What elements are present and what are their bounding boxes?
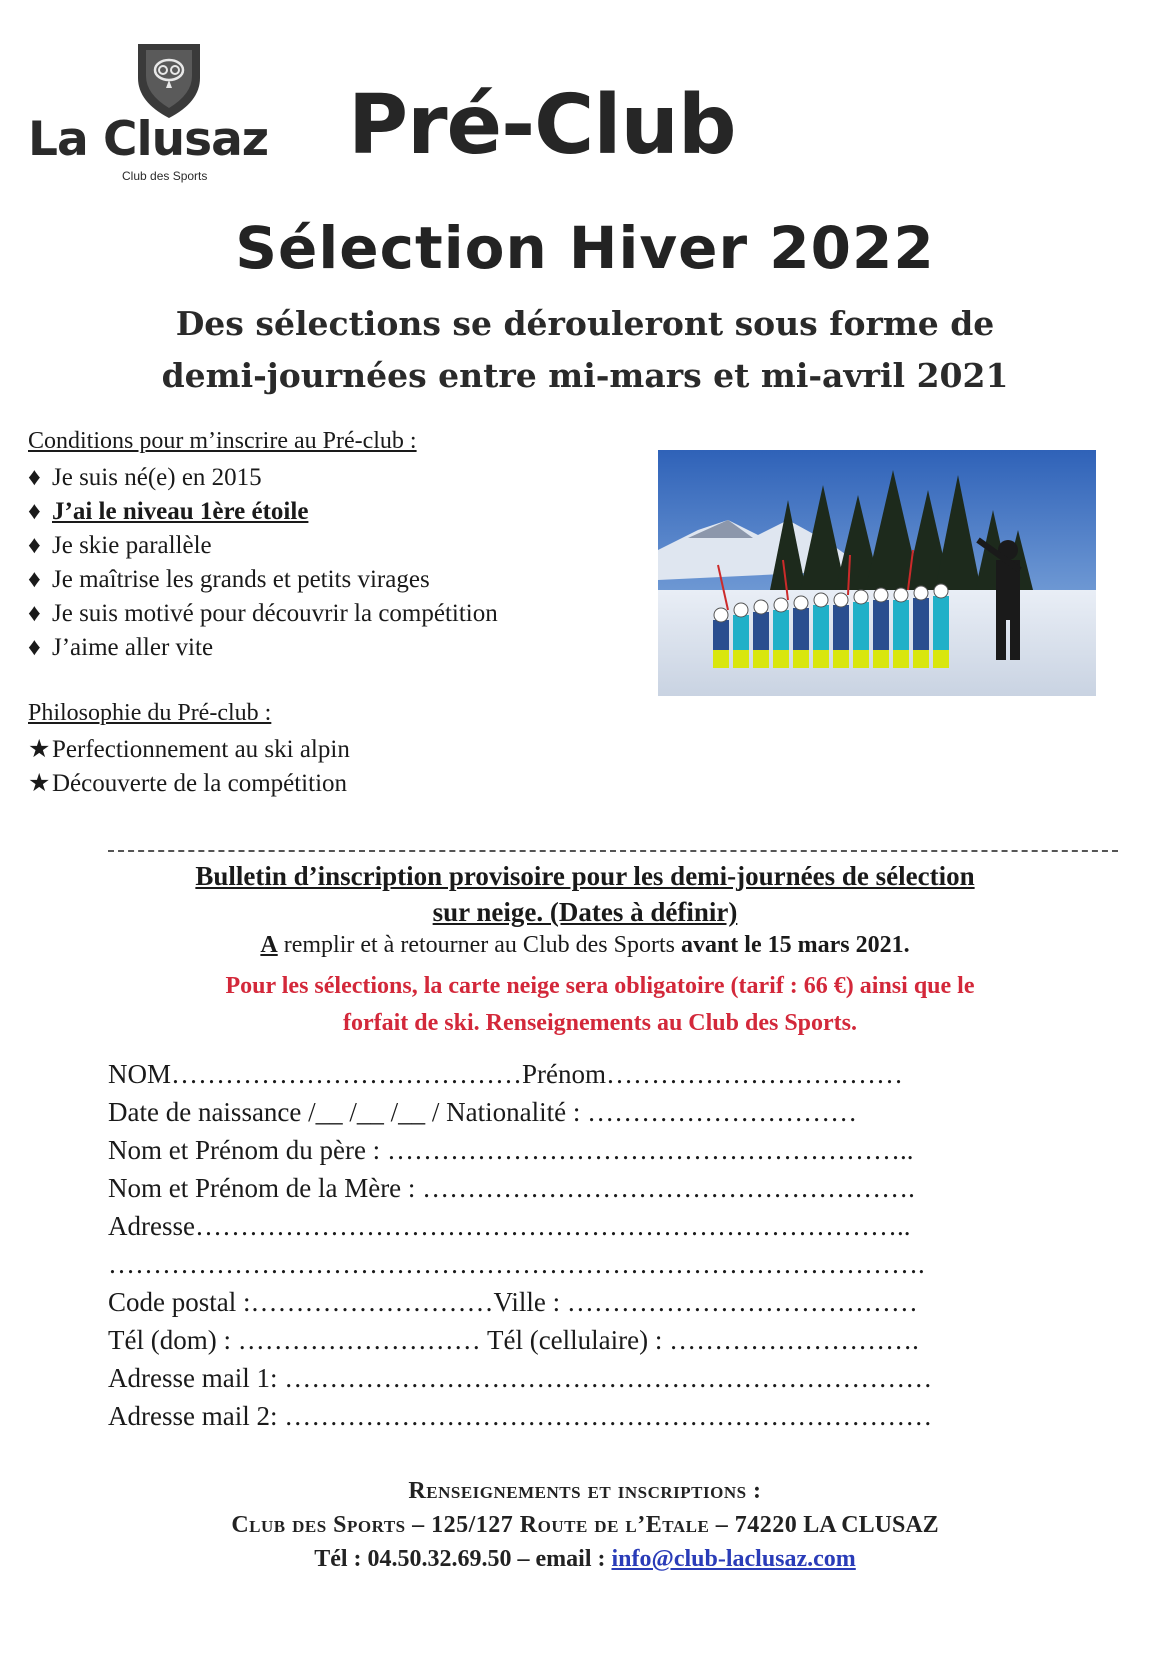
- bulletin-instructions: A remplir et à retourner au Club des Sports avant le 15 mars 2021.: [260, 932, 910, 958]
- club-logo-shield: [134, 40, 204, 120]
- conditions-list: [28, 461, 498, 665]
- bulletin-warning: [120, 968, 1080, 1042]
- diamond-bullet-icon: ♦: [28, 634, 41, 661]
- star-bullet-icon: ★: [28, 736, 51, 763]
- footer-contact: [0, 1474, 1170, 1576]
- ski-group-photo: [658, 450, 1096, 696]
- form-row-adresse-suite[interactable]: ……………………………………………………………………………….: [108, 1249, 925, 1279]
- form-row-code-postal[interactable]: Code postal :………………………Ville : …………………………………: [108, 1287, 918, 1317]
- intro-line-1: Des sélections se dérouleront sous forme de: [175, 304, 995, 343]
- list-item: ♦ J’ai le niveau 1ère étoile: [28, 495, 498, 529]
- intro-text: [0, 298, 1170, 402]
- cut-line-divider: [108, 850, 1118, 852]
- bulletin-title-line-2: sur neige. (Dates à définir): [432, 897, 738, 927]
- diamond-bullet-icon: ♦: [28, 464, 41, 491]
- list-item: ♦ Je maîtrise les grands et petits virages: [28, 563, 498, 597]
- philosophy-section: [28, 700, 350, 801]
- diamond-bullet-icon: ♦: [28, 498, 41, 525]
- page-title: Pré-Club: [348, 78, 736, 173]
- club-logo-subtitle: Club des Sports: [122, 169, 208, 183]
- form-row-pere[interactable]: Nom et Prénom du père : …………………………………………………..: [108, 1135, 914, 1165]
- list-item: ★Perfectionnement au ski alpin: [28, 733, 350, 767]
- list-item: ♦ Je suis motivé pour découvrir la compétition: [28, 597, 498, 631]
- philosophy-list: [28, 733, 350, 801]
- form-row-mere[interactable]: Nom et Prénom de la Mère : ……………………………………………….: [108, 1173, 915, 1203]
- diamond-bullet-icon: ♦: [28, 566, 41, 593]
- registration-form: [108, 1055, 1118, 1435]
- list-item: ★Découverte de la compétition: [28, 767, 350, 801]
- form-row-nom[interactable]: NOM…………………………………Prénom……………………………: [108, 1059, 903, 1089]
- form-row-adresse[interactable]: Adresse……………………………………………………………………..: [108, 1211, 911, 1241]
- form-row-telephone[interactable]: Tél (dom) : ……………………… Tél (cellulaire) : ……………………….: [108, 1325, 919, 1355]
- conditions-section: [28, 428, 498, 665]
- form-row-date-naissance[interactable]: Date de naissance /__ /__ /__ / Nationalité : …………………………: [108, 1097, 858, 1127]
- footer-heading: Renseignements et inscriptions :: [408, 1478, 762, 1504]
- warning-line-2: forfait de ski. Renseignements au Club des Sports.: [342, 1010, 858, 1036]
- diamond-bullet-icon: ♦: [28, 532, 41, 559]
- bulletin-title: [0, 858, 1170, 930]
- form-row-mail-1[interactable]: Adresse mail 1: ………………………………………………………………: [108, 1363, 933, 1393]
- bulletin-title-line-1: Bulletin d’inscription provisoire pour les demi-journées de sélection: [195, 861, 975, 891]
- star-bullet-icon: ★: [28, 770, 51, 797]
- list-item: ♦ Je skie parallèle: [28, 529, 498, 563]
- intro-line-2: demi-journées entre mi-mars et mi-avril 2021: [161, 356, 1009, 395]
- email-link[interactable]: info@club-laclusaz.com: [611, 1546, 856, 1572]
- list-item: ♦ J’aime aller vite: [28, 631, 498, 665]
- conditions-title: Conditions pour m’inscrire au Pré-club :: [28, 428, 417, 454]
- footer-address: Club des Sports – 125/127 Route de l’Etale – 74220 LA CLUSAZ: [231, 1512, 939, 1538]
- philosophy-title: Philosophie du Pré-club :: [28, 700, 272, 726]
- footer-phone-email: Tél : 04.50.32.69.50 – email : info@club-laclusaz.com: [314, 1546, 856, 1572]
- list-item: ♦ Je suis né(e) en 2015: [28, 461, 498, 495]
- form-row-mail-2[interactable]: Adresse mail 2: ………………………………………………………………: [108, 1401, 933, 1431]
- page-subtitle: Sélection Hiver 2022: [235, 214, 935, 282]
- diamond-bullet-icon: ♦: [28, 600, 41, 627]
- warning-line-1: Pour les sélections, la carte neige sera obligatoire (tarif : 66 €) ainsi que le: [225, 973, 975, 999]
- club-logo-name: La Clusaz: [28, 112, 269, 167]
